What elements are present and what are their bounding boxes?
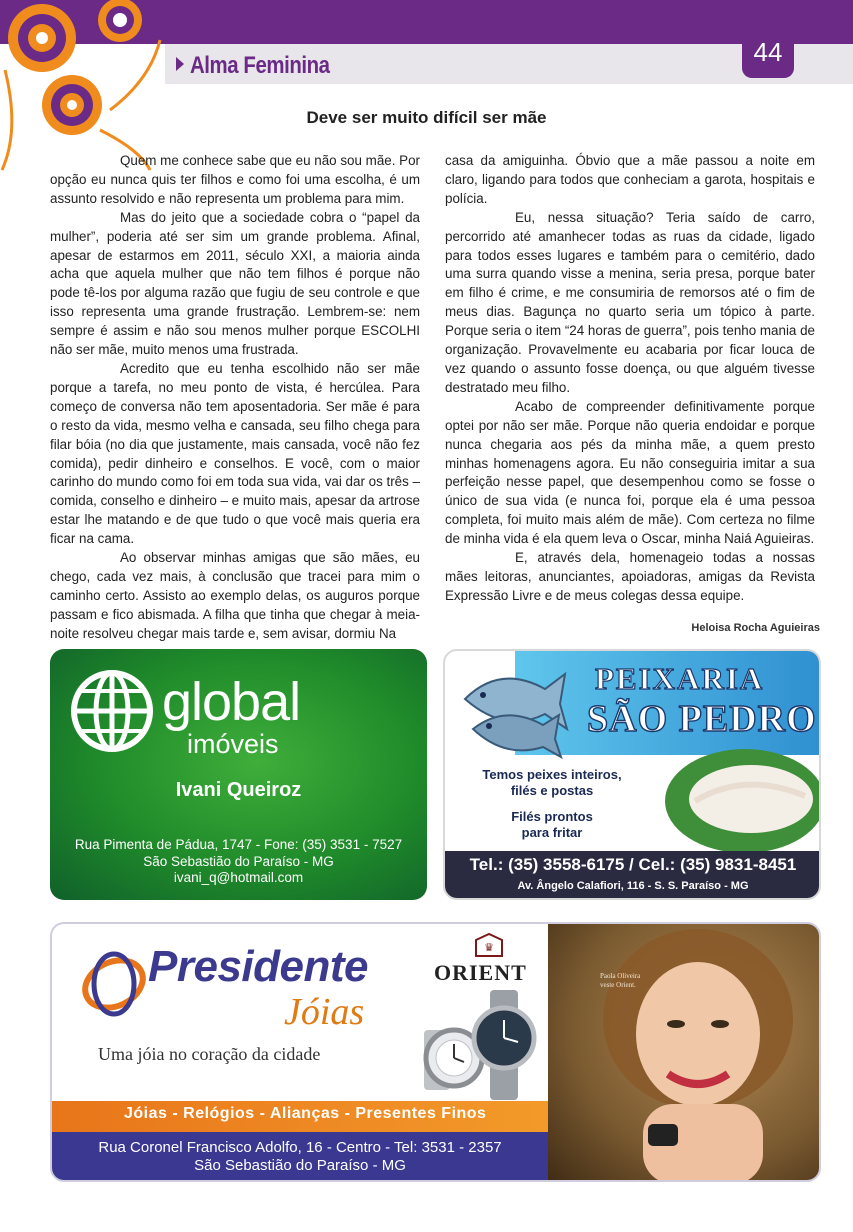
peixaria-title-2: SÃO PEDRO <box>587 698 817 740</box>
paragraph: E, através dela, homenageio todas a nossas mães leitoras, anunciantes, apoiadoras, amigas da Revista Expressão Livre e de meus colegas dessa equipe. <box>445 550 815 603</box>
global-brand: global <box>162 672 301 732</box>
peixaria-text-line: para fritar <box>521 825 583 840</box>
article-column-2 <box>445 152 815 606</box>
global-city: São Sebastião do Paraíso - MG <box>143 853 334 869</box>
paragraph: casa da amiguinha. Óbvio que a mãe passou a noite em claro, ligando para todos que conheciam a garota, hospitais e polícia. <box>445 153 815 206</box>
photo-caption-line: veste Orient. <box>600 981 636 989</box>
section-arrow-icon <box>176 57 184 71</box>
svg-text:♛: ♛ <box>484 942 494 954</box>
photo-caption <box>600 972 640 990</box>
global-email: ivani_q@hotmail.com <box>173 870 304 885</box>
presidente-address <box>52 1139 548 1175</box>
presidente-joias: Jóias <box>284 991 365 1033</box>
decorative-circles <box>0 0 170 175</box>
orange-circle-small <box>98 0 142 42</box>
orient-crest-icon <box>472 932 506 960</box>
paragraph: Acredito que eu tenha escolhido não ser mãe porque a tarefa, no meu ponto de vista, é hercúlea. Para começo de conversa não tem aposentadoria. Ser mãe é para o resto da vida, mesmo velha e cansada, seu filho chega para filar bóia (no dia que justamente, mais cansada, você não fez comida), pedir dinheiro e conselhos. E você, com o maior carinho do mundo como foi em toda sua vida, vai dar os três – comida, conselho e dinheiro – e muito mais, apesar da artrose estar lhe matando e de que tudo o que você mais queria era ficar na cama. <box>50 360 420 547</box>
paragraph: Mas do jeito que a sociedade cobra o “papel da mulher”, poderia até ser sim um grande problema. Afinal, apesar de estarmos em 2011, século XXI, a maioria ainda acha que aquela mulher que não tem filhos é porque não pode tê-los por alguma razão que fugiu de seu controle e que isso representa uma grande frustração. Lembrem-se: nem sempre é assim e não sou menos mulher porque ESCOLHI não ser mãe, muito menos uma frustrada. <box>50 209 420 358</box>
peixaria-phone: Tel.: (35) 3558-6175 / Cel.: (35) 9831-8451 <box>469 855 797 874</box>
model-illustration <box>548 924 821 1182</box>
presidente-city: São Sebastião do Paraíso - MG <box>194 1157 406 1174</box>
peixaria-text-line: Temos peixes inteiros, <box>482 767 622 782</box>
orient-brand: ORIENT <box>434 960 527 985</box>
presidente-logo-icon <box>78 944 148 1024</box>
ad-presidente-joias[interactable] <box>50 922 821 1182</box>
global-contact-name: Ivani Queiroz <box>175 779 302 801</box>
presidente-street: Rua Coronel Francisco Adolfo, 16 - Centro - Tel: 3531 - 2357 <box>98 1139 502 1156</box>
presidente-tagline: Uma jóia no coração da cidade <box>98 1044 321 1064</box>
ad-peixaria-sao-pedro[interactable] <box>443 649 821 900</box>
paragraph: Quem me conhece sabe que eu não sou mãe. Por opção eu nunca quis ter filhos e como foi uma escolha, é um assunto resolvido e não representa um problema para mim. <box>50 153 420 206</box>
fish-fillet-image <box>665 741 821 851</box>
article-author: Heloisa Rocha Aguieiras <box>691 622 820 634</box>
global-address: Rua Pimenta de Pádua, 1747 - Fone: (35) 3531 - 7527 <box>74 837 403 852</box>
article-title: Deve ser muito difícil ser mãe <box>306 108 547 127</box>
model-photo <box>548 924 821 1182</box>
presidente-brand: Presidente <box>148 942 368 991</box>
fish-icon <box>455 659 575 759</box>
section-title: Alma Feminina <box>190 52 330 79</box>
peixaria-text-1 <box>467 767 637 799</box>
paragraph: Ao observar minhas amigas que são mães, eu chego, cada vez mais, à conclusão que tracei para mim o caminho certo. Assisto ao exemplo delas, os auguros porque passam e fico abismada. A filha que tinha que chegar à meia-noite resolveu chegar mais tarde e, sem avisar, dormiu Na <box>50 550 420 641</box>
page-number: 44 <box>742 30 794 78</box>
global-subtitle: imóveis <box>187 729 279 759</box>
watches-image <box>414 990 548 1100</box>
globe-icon <box>70 669 154 753</box>
peixaria-text-2 <box>467 809 637 841</box>
peixaria-text-line: Filés prontos <box>511 809 593 824</box>
peixaria-title-1: PEIXARIA <box>595 661 765 696</box>
global-contact-info <box>50 837 427 887</box>
peixaria-address: Av. Ângelo Calafiori, 116 - S. S. Paraíso - MG <box>517 880 749 892</box>
peixaria-text-line: filés e postas <box>510 783 594 798</box>
paragraph: Acabo de compreender definitivamente porque optei por não ser mãe. Porque não queria endoidar e porque nunca chegaria aos pés da minha mãe, a quem presto minhas homenagens agora. Eu não conseguiria imitar a sua perfeição nesse papel, que desempenhou como se fosse o único de sua vida (e nunca foi, porque ela é uma pessoa completa, foi muito mais além de mãe). Com certeza no filme de minha vida é ela quem leva o Oscar, minha Naiá Aguieiras. <box>445 398 815 547</box>
paragraph: Eu, nessa situação? Teria saído de carro, percorrido até amanhecer todas as ruas da cidade, ligado para todos esses lugares e também para o cemitério, dado uma surra quando visse a menina, seria presa, porque bater em filho é crime, e me consumiria de remorsos até o fim de meus dias. Bagunça no quarto seria um tópico à parte. Porque seria o item “24 horas de guerra”, pois tenho mania de organização. Provavelmente eu acabaria por ficar louca de vez quando o assunto fosse doença, ou que alguém tivesse destratado meu filho. <box>445 209 815 395</box>
orange-circle-large <box>8 4 76 72</box>
photo-caption-line: Paola Oliveira <box>600 972 641 980</box>
article-column-1 <box>50 152 420 644</box>
presidente-products: Jóias - Relógios - Alianças - Presentes Finos <box>124 1105 487 1122</box>
ad-global-imoveis[interactable] <box>50 649 427 900</box>
